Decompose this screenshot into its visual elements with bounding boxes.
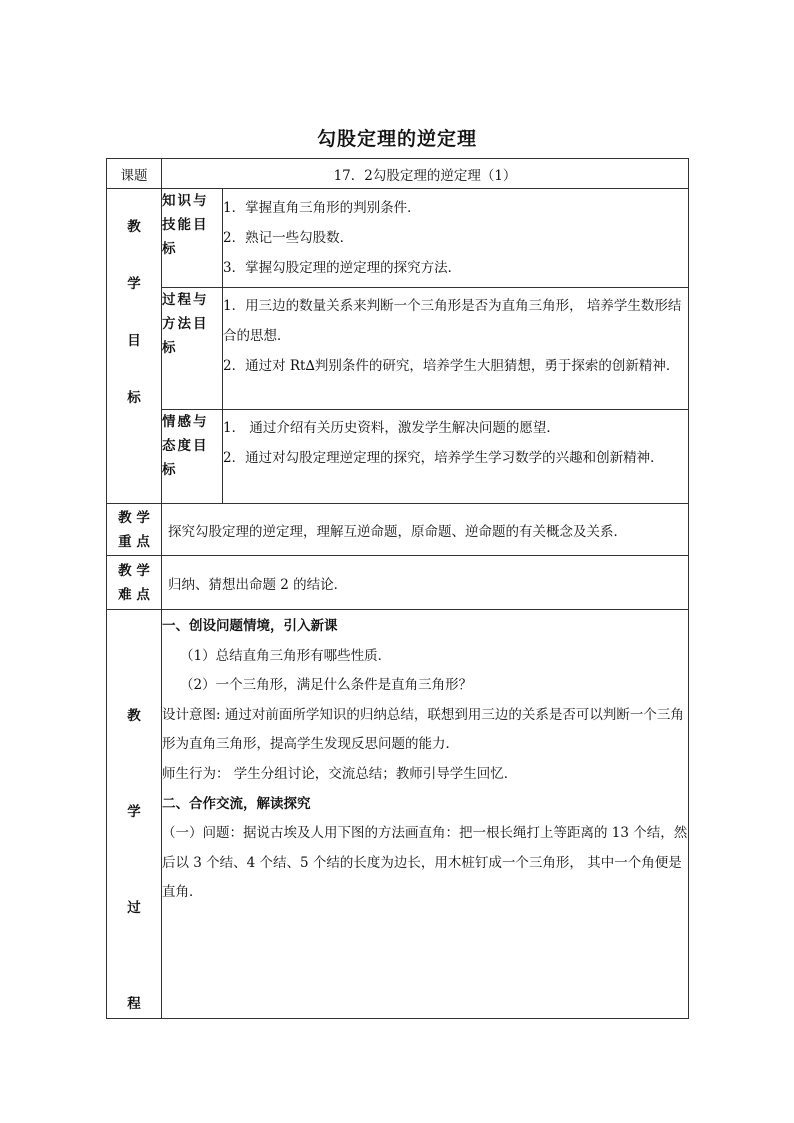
difficulty-label bbox=[107, 556, 162, 610]
focus-label-line: 教 学 bbox=[118, 509, 150, 526]
process-teacher-student: 师生行为： 学生分组讨论，交流总结；教师引导学生回忆． bbox=[162, 765, 518, 782]
process-row bbox=[107, 610, 689, 1019]
objective-item: 3．掌握勾股定理的逆定理的探究方法． bbox=[223, 260, 462, 276]
objective-category-process bbox=[162, 288, 223, 410]
focus-label bbox=[107, 504, 162, 556]
process-content bbox=[162, 610, 689, 1019]
topic-label: 课题 bbox=[107, 159, 162, 189]
objective-category-attitude bbox=[162, 410, 223, 504]
objective-row-process bbox=[107, 288, 689, 410]
process-label bbox=[107, 610, 162, 1019]
difficulty-label-line: 难 点 bbox=[118, 586, 150, 603]
topic-row bbox=[107, 159, 689, 189]
process-question: （1）总结直角三角形有哪些性质． bbox=[180, 647, 392, 664]
category-line: 态度目 bbox=[162, 438, 209, 454]
objectives-label-char: 标 bbox=[127, 390, 141, 406]
focus-text: 探究勾股定理的逆定理，理解互逆命题，原命题、逆命题的有关概念及关系． bbox=[162, 504, 689, 556]
process-heading: 二、合作交流，解读探究 bbox=[162, 795, 311, 812]
objective-category-knowledge bbox=[162, 189, 223, 288]
document-title: 勾股定理的逆定理 bbox=[316, 128, 477, 150]
category-line: 方法目 bbox=[162, 316, 209, 332]
category-line: 标 bbox=[162, 462, 178, 478]
objective-row-attitude bbox=[107, 410, 689, 504]
process-label-char: 学 bbox=[127, 804, 141, 820]
process-label-char: 程 bbox=[127, 996, 141, 1012]
process-label-char: 教 bbox=[127, 708, 141, 724]
category-line: 知识与 bbox=[162, 193, 209, 209]
objective-item: 1． 通过介绍有关历史资料，激发学生解决问题的愿望． bbox=[223, 420, 560, 436]
objectives-label bbox=[107, 189, 162, 504]
objectives-label-char: 教 bbox=[127, 219, 141, 235]
category-line: 过程与 bbox=[162, 292, 209, 308]
objectives-label-char: 目 bbox=[127, 333, 141, 349]
difficulty-label-line: 教 学 bbox=[118, 562, 150, 579]
category-line: 情感与 bbox=[162, 414, 209, 430]
difficulty-row bbox=[107, 556, 689, 610]
process-heading: 一、创设问题情境，引入新课 bbox=[162, 618, 338, 634]
objective-items-knowledge bbox=[223, 189, 689, 288]
difficulty-text: 归纳、猜想出命题 2 的结论． bbox=[162, 556, 689, 610]
objective-items-attitude bbox=[223, 410, 689, 504]
objectives-label-char: 学 bbox=[127, 276, 141, 292]
objective-item: 2．通过对 Rt∆判别条件的研究，培养学生大胆猜想，勇于探索的创新精神． bbox=[223, 358, 680, 374]
process-problem: （一）问题：据说古埃及人用下图的方法画直角：把一根长绳打上等距离的 13 个结，然后以 3 个结、4 个结、5 个结的长度为边长，用木桩钉成一个三角形， 其中一个角便是直角． bbox=[162, 825, 688, 901]
lesson-plan-table bbox=[106, 158, 689, 1019]
objective-items-process bbox=[223, 288, 689, 410]
focus-row bbox=[107, 504, 689, 556]
objective-item: 1．掌握直角三角形的判别条件． bbox=[223, 200, 421, 216]
process-label-char: 过 bbox=[127, 900, 141, 916]
category-line: 技能目 bbox=[162, 217, 209, 233]
topic-value: 17．2勾股定理的逆定理（1） bbox=[162, 159, 689, 189]
objective-item: 1．用三边的数量关系来判断一个三角形是否为直角三角形， 培养学生数形结合的思想． bbox=[223, 298, 682, 344]
objective-item: 2．熟记一些勾股数． bbox=[223, 230, 354, 246]
process-design-intent: 设计意图: 通过对前面所学知识的归纳总结，联想到用三边的关系是否可以判断一个三角形为直角三角形，提高学生发现反思问题的能力． bbox=[162, 706, 684, 753]
category-line: 标 bbox=[162, 241, 178, 257]
objective-item: 2．通过对勾股定理逆定理的探究，培养学生学习数学的兴趣和创新精神． bbox=[223, 450, 664, 466]
category-line: 标 bbox=[162, 340, 178, 356]
objective-row-knowledge bbox=[107, 189, 689, 288]
focus-label-line: 重 点 bbox=[118, 533, 150, 550]
process-question: （2）一个三角形，满足什么条件是直角三角形？ bbox=[180, 677, 473, 694]
